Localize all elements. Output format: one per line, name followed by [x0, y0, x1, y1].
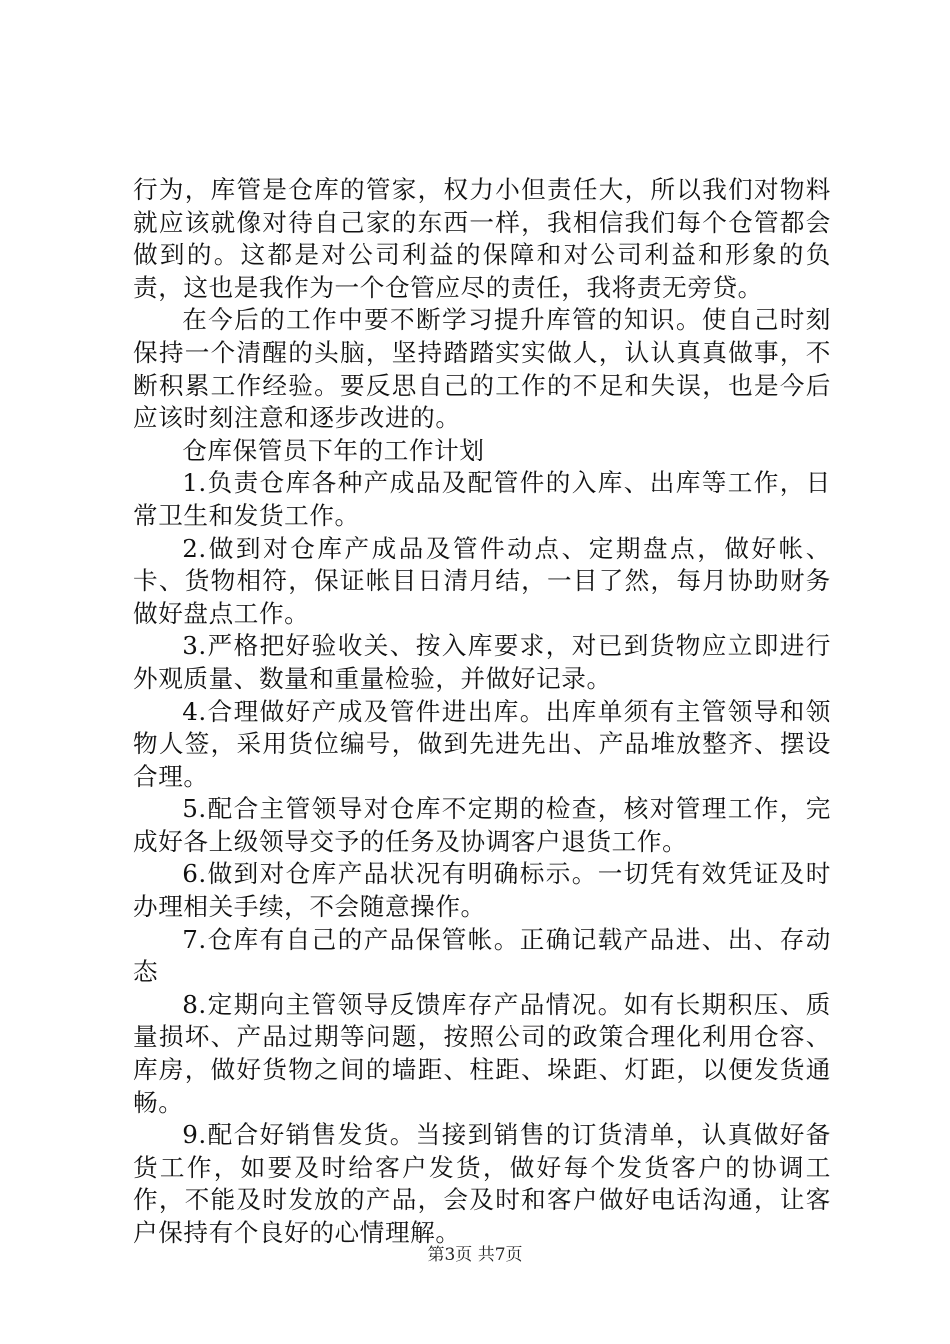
plan-item-6: 6.做到对仓库产品状况有明确标示。一切凭有效凭证及时办理相关手续，不会随意操作。	[133, 859, 831, 922]
plan-item-9: 9.配合好销售发货。当接到销售的订货清单，认真做好备货工作，如要及时给客户发货，做好每个发货客户的协调工作，不能及时发放的产品，会及时和客户做好电话沟通，让客户保持有个良好的心情理解。	[133, 1120, 831, 1247]
plan-item-4: 4.合理做好产成及管件进出库。出库单须有主管领导和领物人签，采用货位编号，做到先进先出、产品堆放整齐、摆设合理。	[133, 696, 831, 791]
plan-item-7: 7.仓库有自己的产品保管帐。正确记载产品进、出、存动态	[133, 924, 831, 987]
page-number-footer: 第3页 共7页	[427, 1245, 523, 1265]
plan-item-2: 2.做到对仓库产成品及管件动点、定期盘点，做好帐、卡、货物相符，保证帐目日清月结，一目了然，每月协助财务做好盘点工作。	[133, 533, 831, 628]
paragraph-1: 行为，库管是仓库的管家，权力小但责任大，所以我们对物料就应该就像对待自己家的东西一样，我相信我们每个仓管都会做到的。这都是对公司利益的保障和对公司利益和形象的负责，这也是我作为一个仓管应尽的责任，我将责无旁贷。	[133, 175, 831, 302]
section-heading: 仓库保管员下年的工作计划	[182, 435, 485, 465]
plan-item-1: 1.负责仓库各种产成品及配管件的入库、出库等工作，日常卫生和发货工作。	[133, 468, 831, 530]
plan-item-8: 8.定期向主管领导反馈库存产品情况。如有长期积压、质量损坏、产品过期等问题，按照公司的政策合理化利用仓容、库房，做好货物之间的墙距、柱距、垛距、灯距，以便发货通畅。	[133, 989, 831, 1117]
paragraph-2: 在今后的工作中要不断学习提升库管的知识。使自己时刻保持一个清醒的头脑，坚持踏踏实实做人，认认真真做事，不断积累工作经验。要反思自己的工作的不足和失误，也是今后应该时刻注意和逐步改进的。	[133, 305, 831, 433]
document-body	[133, 174, 831, 1250]
plan-item-5: 5.配合主管领导对仓库不定期的检查，核对管理工作，完成好各上级领导交予的任务及协调客户退货工作。	[133, 794, 831, 856]
plan-item-3: 3.严格把好验收关、按入库要求，对已到货物应立即进行外观质量、数量和重量检验，并做好记录。	[133, 631, 831, 693]
